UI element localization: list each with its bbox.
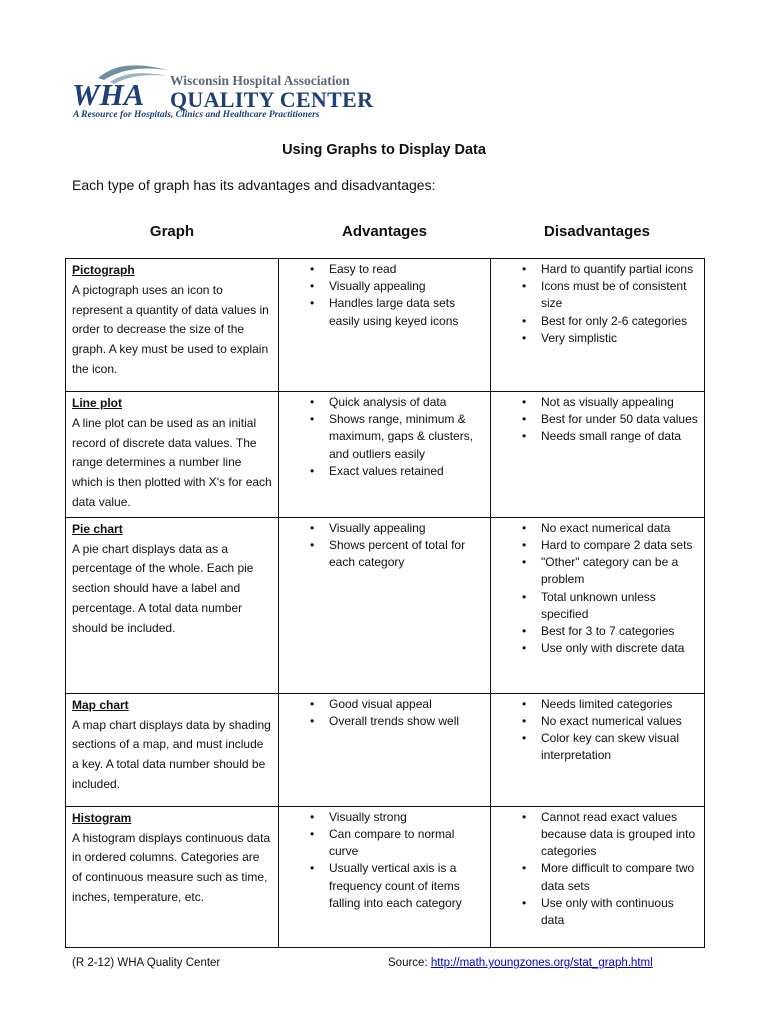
footer-revision: (R 2-12) WHA Quality Center bbox=[72, 957, 221, 969]
list-item: • Not as visually appealing bbox=[497, 394, 698, 411]
disadvantages-list bbox=[497, 261, 698, 347]
list-item: • "Other" category can be a problem bbox=[497, 554, 698, 588]
advantages-cell bbox=[279, 806, 491, 947]
list-item: • Best for only 2-6 categories bbox=[497, 313, 698, 330]
list-item: • Overall trends show well bbox=[285, 713, 484, 730]
table-row bbox=[66, 392, 705, 518]
list-item: • Usually vertical axis is a frequency count of items falling into each category bbox=[285, 860, 484, 912]
graph-description: A pie chart displays data as a percentage of the whole. Each pie section should have a label and percentage. A total data number should be included. bbox=[72, 541, 254, 635]
disadvantages-list bbox=[497, 520, 698, 658]
header-graph: Graph bbox=[149, 223, 195, 240]
advantages-list bbox=[285, 696, 484, 730]
graph-description: A pictograph uses an icon to represent a quantity of data values in order to decrease the size of the graph. A key must be used to explain the icon. bbox=[72, 282, 269, 376]
logo-org-name: Wisconsin Hospital Association bbox=[170, 73, 350, 88]
disadvantages-cell bbox=[491, 392, 705, 518]
graph-cell bbox=[66, 693, 279, 806]
list-item: • Visually appealing bbox=[285, 278, 484, 295]
list-item: • No exact numerical values bbox=[497, 713, 698, 730]
graph-cell bbox=[66, 259, 279, 392]
list-item: • Hard to quantify partial icons bbox=[497, 261, 698, 278]
list-item: • Icons must be of consistent size bbox=[497, 278, 698, 312]
list-item: • Needs limited categories bbox=[497, 696, 698, 713]
advantages-cell bbox=[279, 517, 491, 693]
logo-tagline: A Resource for Hospitals, Clinics and Healthcare Practitioners bbox=[73, 110, 320, 120]
list-item: • Visually appealing bbox=[285, 520, 484, 537]
list-item: • Exact values retained bbox=[285, 463, 484, 480]
disadvantages-list bbox=[497, 696, 698, 765]
wha-logo bbox=[70, 62, 374, 128]
list-item: • More difficult to compare two data sets bbox=[497, 860, 698, 894]
list-item: • Cannot read exact values because data is grouped into categories bbox=[497, 809, 698, 861]
header-advantages: Advantages bbox=[341, 223, 428, 240]
graph-cell bbox=[66, 806, 279, 947]
graph-name: Line plot bbox=[72, 396, 122, 410]
graph-name: Pictograph bbox=[72, 263, 135, 277]
disadvantages-list bbox=[497, 809, 698, 929]
graph-description: A histogram displays continuous data in ordered columns. Categories are of continuous measure such as time, inches, temperature, etc. bbox=[72, 830, 271, 904]
disadvantages-cell bbox=[491, 517, 705, 693]
advantages-list bbox=[285, 809, 484, 912]
disadvantages-cell bbox=[491, 693, 705, 806]
list-item: • Color key can skew visual interpretation bbox=[497, 730, 698, 764]
advantages-list bbox=[285, 394, 484, 480]
list-item: • Good visual appeal bbox=[285, 696, 484, 713]
list-item: • Handles large data sets easily using keyed icons bbox=[285, 295, 484, 329]
list-item: • Needs small range of data bbox=[497, 428, 698, 445]
graph-cell bbox=[66, 517, 279, 693]
table-row bbox=[66, 693, 705, 806]
graph-cell bbox=[66, 392, 279, 518]
advantages-cell bbox=[279, 259, 491, 392]
graph-name: Histogram bbox=[72, 810, 132, 825]
graph-name: Pie chart bbox=[72, 521, 123, 536]
disadvantages-list bbox=[497, 394, 698, 446]
header-disadvantages: Disadvantages bbox=[544, 223, 650, 240]
advantages-list bbox=[285, 261, 484, 330]
source-link[interactable]: http://math.youngzones.org/stat_graph.html bbox=[430, 957, 653, 969]
table-row bbox=[66, 259, 705, 392]
disadvantages-cell bbox=[491, 259, 705, 392]
list-item: • Best for under 50 data values bbox=[497, 411, 698, 428]
list-item: • Use only with continuous data bbox=[497, 895, 698, 929]
source-label: Source: bbox=[388, 957, 431, 969]
list-item: • Hard to compare 2 data sets bbox=[497, 537, 698, 554]
advantages-list bbox=[285, 520, 484, 572]
list-item: • Quick analysis of data bbox=[285, 394, 484, 411]
graph-description: A line plot can be used as an initial record of discrete data values. The range determines a number line which is then plotted with X's for each data value. bbox=[72, 415, 272, 509]
footer-source bbox=[388, 957, 653, 969]
logo-mark-text: WHA bbox=[72, 77, 145, 110]
list-item: • Total unknown unless specified bbox=[497, 589, 698, 623]
wha-logo-mark-icon bbox=[70, 62, 170, 110]
graph-name: Map chart bbox=[72, 697, 129, 712]
advantages-cell bbox=[279, 392, 491, 518]
graph-comparison-table bbox=[65, 258, 705, 948]
advantages-cell bbox=[279, 693, 491, 806]
list-item: • Visually strong bbox=[285, 809, 484, 826]
table-row bbox=[66, 517, 705, 693]
disadvantages-cell bbox=[491, 806, 705, 947]
intro-text: Each type of graph has its advantages and disadvantages: bbox=[72, 177, 436, 193]
table-row bbox=[66, 806, 705, 947]
list-item: • Use only with discrete data bbox=[497, 640, 698, 657]
list-item: • No exact numerical data bbox=[497, 520, 698, 537]
list-item: • Best for 3 to 7 categories bbox=[497, 623, 698, 640]
logo-quality-center: QUALITY CENTER bbox=[170, 87, 374, 112]
page-title: Using Graphs to Display Data bbox=[282, 142, 486, 158]
list-item: • Can compare to normal curve bbox=[285, 826, 484, 860]
list-item: • Shows percent of total for each category bbox=[285, 537, 484, 571]
graph-description: A map chart displays data by shading sections of a map, and must include a key. A total data number should be included. bbox=[72, 717, 271, 791]
list-item: • Easy to read bbox=[285, 261, 484, 278]
list-item: • Shows range, minimum & maximum, gaps & clusters, and outliers easily bbox=[285, 411, 484, 463]
list-item: • Very simplistic bbox=[497, 330, 698, 347]
